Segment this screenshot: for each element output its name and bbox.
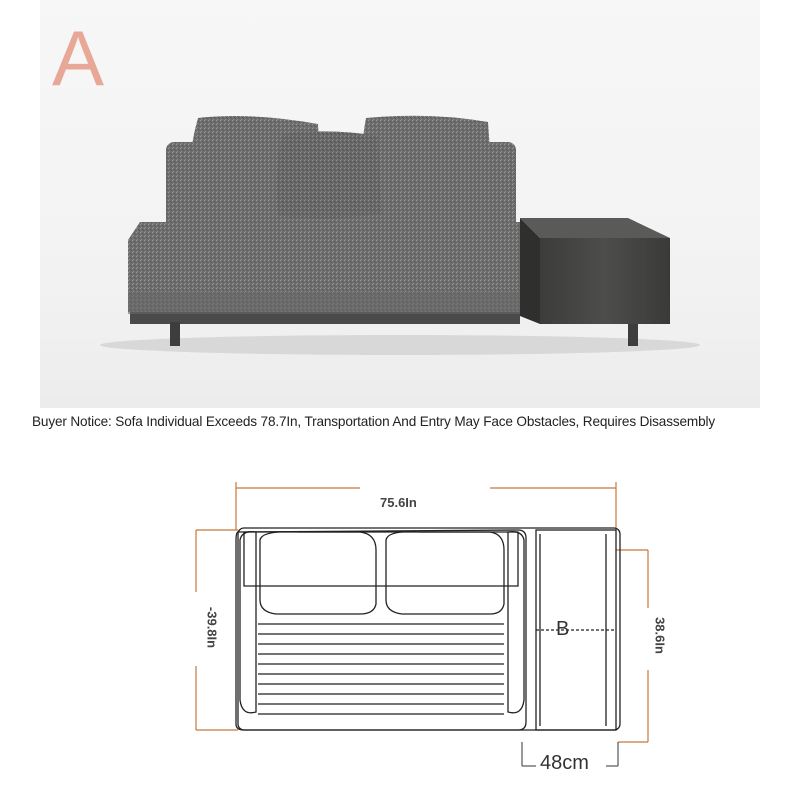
buyer-notice: Buyer Notice: Sofa Individual Exceeds 78.7In, Transportation And Entry May Face Obstacles, Requires Disassembly [32,414,716,429]
width-dimension-line [236,482,616,530]
table-width-label: 48cm [540,752,589,774]
depth-right-dimension-line [616,550,648,742]
table-marker: B [556,618,570,640]
depth-left-label: -39.8In [204,606,220,649]
depth-right-label: 38.6In [652,617,668,654]
width-label: 75.6In [380,495,417,510]
variant-letter: A [52,14,105,102]
